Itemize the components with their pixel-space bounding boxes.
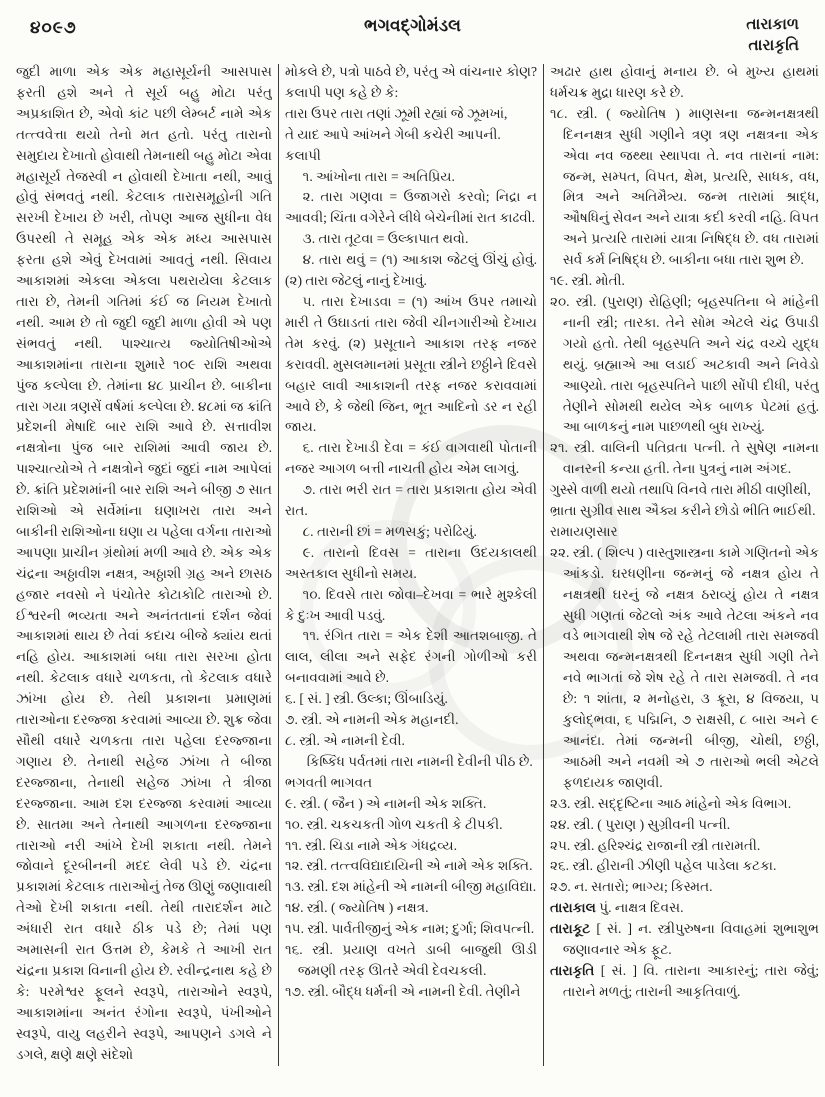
- running-headword-last: તારાકૃતિ: [748, 37, 799, 54]
- block-text: રામાયણસાર: [550, 523, 618, 539]
- column-divider-1: [278, 64, 279, 1066]
- text-block: [285, 62, 537, 104]
- block-text: ૨૦. સ્ત્રી. (પુરાણ) રોહિણી; બૃહસ્પતિના બે માંહેની નાની સ્ત્રી; તારકા. તેને સોમ એટલે ચંદ્ર ઉપાડી ગયો હતો. તેથી બૃહસ્પતિ અને ચંદ્ર વચ્ચે યુદ્ધ થયું. બ્રહ્માએ આ લડાઈ અટકાવી અને નિવેડો આણ્યો. તારા બૃહસ્પતિને પાછી સોંપી દીધી, પરંતુ તેણીને સોમથી થયેલ એક બાળક પેટમાં હતું. આ બાળકનું નામ પાછળથી બુધ રાખ્યું.: [550, 293, 819, 435]
- block-text: ગુસ્સે વાળી થયો તથાપિ વિનવે તારા મીઠી વાણીથી,: [550, 482, 811, 498]
- block-text: ૫. તારા દેખાડવા = (૧) આંખ ઉપર તમાચો મારી તે ઉઘાડતાં તારા જેવી ચીનગારીઓ દેખાય તેમ કરવું. (૨) પ્રસૂતાને આકાશ તરફ નજર કરાવવી. મુસલમાનમાં પ્રસૂતા સ્ત્રીને છઠ્ઠીને દિવસે બહાર લાવી આકાશની તરફ નજર કરાવવામાં આવે છે, કે જેથી જિન, ભૂત આદિનો ડર ન રહી જાય.: [285, 293, 537, 435]
- block-text: તે યાદ આપે આંખને ગેબી કચેરી આપની.: [285, 126, 501, 142]
- text-block: [550, 898, 819, 919]
- block-text: ૧૨. સ્ત્રી. તત્ત્વવિદ્યાદાયિની એ નામે એક શક્તિ.: [285, 858, 533, 874]
- text-block: [285, 187, 537, 229]
- running-headwords: [746, 14, 799, 56]
- block-text: ૮. તારાની છાં = મળસકું; પરોઢિયું.: [302, 523, 477, 539]
- book-title: ભગવદ્ગોમંડલ: [364, 16, 461, 35]
- text-block: [285, 292, 537, 438]
- running-headword-first: તારાકાળ: [746, 16, 799, 33]
- text-block: [550, 501, 819, 522]
- block-text: ૧. આંખોના તારા = અતિપ્રિય.: [302, 168, 455, 184]
- text-block: [285, 877, 537, 898]
- text-block: [285, 522, 537, 543]
- text-block: [285, 480, 537, 522]
- text-block: [285, 731, 537, 752]
- text-block: [285, 125, 537, 146]
- block-text: ૯. સ્ત્રી. ( જૈન ) એ નામની એક શક્તિ.: [285, 795, 487, 811]
- text-block: [285, 689, 537, 710]
- entry-headword: તારાકૃતિ: [550, 962, 595, 978]
- text-block: [285, 940, 537, 982]
- text-block: [550, 292, 819, 438]
- block-text: ૨૭. ન. સતારો; ભાગ્ય; કિસ્મત.: [550, 879, 713, 895]
- text-block: [285, 626, 537, 689]
- text-block: [285, 438, 537, 480]
- text-block: [285, 919, 537, 940]
- text-block: [550, 62, 819, 104]
- entry-headword: તારાકૂટ: [550, 921, 591, 937]
- block-text: ૧૫. સ્ત્રી. પાર્વતીજીનું એક નામ; દુર્ગા; શિવપત્ની.: [285, 921, 535, 937]
- text-block: [550, 919, 819, 961]
- text-block: [285, 104, 537, 125]
- block-text: કિષ્કિંધ પર્વતમાં તારા નામની દેવીની પીઠ છે.: [306, 753, 533, 769]
- text-block: [285, 898, 537, 919]
- block-text: ૧૦. દિવસે તારા જોવા–દેખવા = ભારે મુશ્કેલી કે દુઃખ આવી પડવું.: [285, 586, 537, 623]
- text-block: [550, 794, 819, 815]
- text-columns: [16, 62, 819, 1074]
- block-text: ૧૩. સ્ત્રી. દશ માંહેની એ નામની બીજી મહાવિદ્યા.: [285, 879, 537, 895]
- text-block: [550, 877, 819, 898]
- text-block: [550, 836, 819, 857]
- block-text: [ સં. ] વિ. તારાના આકારનું; તારા જેવું; તારાને મળતું; તારાની આકૃતિવાળું.: [562, 962, 819, 999]
- block-text: ૨૧. સ્ત્રી. વાલિની પતિવ્રતા પત્ની. તે સુષેણ નામના વાનરની કન્યા હતી. તેના પુત્રનું નામ અંગદ.: [550, 440, 819, 477]
- block-text: ૧૪. સ્ત્રી. ( જ્યોતિષ ) નક્ષત્ર.: [285, 900, 429, 916]
- running-head: [0, 12, 825, 64]
- block-text: પું. નાક્ષત્ર દિવસ.: [595, 900, 684, 916]
- column-3: [550, 62, 819, 1074]
- block-text: મોકલે છે, પત્રો પાઠવે છે, પરંતુ એ વાંચનાર કોણ? કલાપી પણ કહે છે કે:: [285, 64, 537, 100]
- text-block: [285, 856, 537, 877]
- text-block: [550, 271, 819, 292]
- block-text: ૧૧. રંગિત તારા = એક દેશી આતશબાજી. તે લાલ, લીલા અને સફેદ રંગની ગોળીઓ કરી બનાવવામાં આવે છે.: [285, 628, 537, 686]
- block-text: ૬. [ સં. ] સ્ત્રી. ઉલ્કા; ઊંબાડિયું.: [285, 691, 448, 707]
- block-text: ૨. તારા ગણવા = ઉજાગરો કરવો; નિદ્રા ન આવવી; ચિંતા વગેરેને લીધે બેચેનીમાં રાત કાઢવી.: [285, 189, 537, 226]
- block-text: ૧૮. સ્ત્રી. ( જ્યોતિષ ) માણસના જન્મનક્ષત્રથી દિનનક્ષત્ર સુધી ગણીને ત્રણ ત્રણ નક્ષત્રના એક એવા નવ જથ્થા સ્થાપવા તે. નવ તારાનાં નામ: જન્મ, સમ્પત, વિપત, ક્ષેમ, પ્રત્યરિ, સાધક, વધ, મિત્ર અને અતિમૈત્ર્ય. જન્મ તારામાં શ્રાદ્ધ, ઔષધિનું સેવન અને યાત્રા કદી કરવી નહિ. વિપત અને પ્રત્યરિ તારામાં યાત્રા નિષિદ્ધ છે. વધ તારામાં સર્વ કર્મ નિષિદ્ધ છે. બાકીના બધા તારા શુભ છે.: [550, 105, 819, 268]
- block-text: ૧૯. સ્ત્રી. મોતી.: [550, 273, 625, 289]
- block-text: ૬. તારા દેખાડી દેવા = કંઈ વાગવાથી પોતાની નજર આગળ બત્તી નાચતી હોય એમ લાગવું.: [285, 440, 537, 477]
- block-text: ૮. સ્ત્રી. એ નામની દેવી.: [285, 733, 405, 748]
- block-text: તારા ઉપર તારા તણાં ઝૂમી રહ્યાં જે ઝૂમખાં,: [285, 105, 508, 121]
- block-text: ૩. તારા તૂટવા = ઉલ્કાપાત થવો.: [302, 231, 469, 247]
- page-number: ૪૦૯૭: [30, 18, 77, 37]
- text-block: [550, 543, 819, 794]
- block-text: ભ્રાતા સુગ્રીવ સાથ ઐક્ય કરીને છોડો ભીતિ ભાઈથી.: [550, 503, 816, 519]
- block-text: ૯. તારાનો દિવસ = તારાના ઉદયકાલથી અસ્તકાલ સુધીનો સમય.: [285, 544, 537, 581]
- text-block: [285, 815, 537, 836]
- text-block: [285, 146, 537, 167]
- column-1: [16, 62, 272, 1074]
- block-text: ૧૭. સ્ત્રી. બૌદ્ધ ધર્મની એ નામની દેવી. તેણીને: [285, 983, 521, 999]
- text-block: [285, 543, 537, 585]
- text-block: [285, 794, 537, 815]
- text-block: [285, 836, 537, 857]
- text-block: [550, 438, 819, 480]
- text-block: [285, 250, 537, 292]
- block-text: [ સં. ] ન. સ્ત્રીપુરુષના વિવાહમાં શુભાશુભ જણાવનાર એક ફૂટ.: [562, 921, 819, 958]
- block-text: જુદી માળા એક એક મહાસૂર્યની આસપાસ ફરતી હશે અને તે સૂર્ય બહુ મોટા પરંતુ અપ્રકાશિત છે, એવો કાંટ પછી લેમ્બર્ટ નામે એક તત્ત્વવેત્તા થયો તેનો મત હતો. પરંતુ તારાનો સમુદાય દેખાતો હોવાથી તેમનાથી બહુ મોટા એવા મહાસૂર્ય તેજસ્વી ન હોવાથી દેખાતા નથી, આવું હોવું સંભવતું નથી. કેટલાક તારાસમૂહોની ગતિ સરખી દેખાય છે ખરી, તોપણ આજ સુધીના વેધ ઉપરથી તે સમૂહ એક એક મધ્ય આસપાસ ફરતા હશે એવું દેખવામાં આવતું નથી. સિવાય આકાશમાં એકલા એકલા પથરાયેલા કેટલાક તારા છે, તેમની ગતિમાં કંઈ જ નિયમ દેખાતો નથી. આમ છે તો જુદી જુદી માળા હોવી એ પણ સંભવતું નથી. પાશ્ચાત્ય જ્યોતિષીઓએ આકાશમાંના તારાના શુમારે ૧૦૯ રાશિ અથવા પુંજ કલ્પેલા છે. તેમાંના ૪૮ પ્રાચીન છે. બાકીના તારા ગયા ત્રણસેં વર્ષમાં કલ્પેલા છે. ૪૮માં જ ક્રાંતિ પ્રદેશની મેષાદિ બાર રાશિ આવે છે. સત્તાવીશ નક્ષત્રોના પુંજ બાર રાશિમાં આવી જાય છે. પાશ્ચાત્યોએ તે નક્ષત્રોને જુદાં જુદાં નામ આપેલાં છે. ક્રાંતિ પ્રદેશમાંની બાર રાશિ અને બીજી ૭ સાત રાશિઓ એ સર્વેમાંના ઘણાખરા તારા અને બાકીની રાશિઓના ઘણા ય પહેલા વર્ગના તારાઓ આપણા પ્રાચીન ગ્રંથોમાં મળી આવે છે. એક એક ચંદ્રના અઠ્ઠાવીશ નક્ષત્ર, અઠ્ઠાશી ગ્રહ અને છાસઠ હજાર નવસો ને પંચોતેર કોટાકોટિ તારાઓ છે. ઈશ્વરની ભવ્યતા અને અનંતતાનાં દર્શન જેવાં આકાશમાં થાય છે તેવાં કદાચ બીજે ક્યાંય થતાં નહિ હોય. આકાશમાં બધા તારા સરખા હોતા નથી. કેટલાક વધારે ચળકતા, તો કેટલાક વધારે ઝાંખા હોય છે. તેથી પ્રકાશના પ્રમાણમાં તારાઓના દરજ્જા કરવામાં આવ્યા છે. શુક્ર જેવા સૌથી વધારે ચળકતા તારા પહેલા દરજ્જાના ગણાય છે. તેનાથી સહેજ ઝાંખા તે બીજા દરજ્જાના, તેનાથી સહેજ ઝાંખા તે ત્રીજા દરજ્જાના. આમ દશ દરજ્જા કરવામાં આવ્યા છે. સાતમા અને તેનાથી આગળના દરજ્જાના તારાઓ નરી આંખે દેખી શકાતા નથી. તેમને જોવાને દૂરબીનની મદદ લેવી પડે છે. ચંદ્રના પ્રકાશમાં કેટલાક તારાઓનું તેજ ઊણું જણાવાથી તેઓ દેખી શકાતા નથી. તેથી તારાદર્શન માટે અંધારી રાત વધારે ઠીક પડે છે; તેમાં પણ અમાસની રાત ઉત્તમ છે, કેમકે તે આખી રાત ચંદ્રના પ્રકાશ વિનાની હોય છે. રવીન્દ્રનાથ કહે છે કે: પરમેશ્વર ફૂલને સ્વરૂપે, તારાઓને સ્વરૂપે, આકાશમાંના અનંત રંગોના સ્વરૂપે, પંખીઓને સ્વરૂપે, વાયુ લહરીને સ્વરૂપે, આપણને ડગલે ને ડગલે, ક્ષણે ક્ષણે સંદેશો: [16, 64, 272, 1062]
- block-text: ભગવતી ભાગવત: [285, 774, 373, 790]
- text-block: [285, 773, 537, 794]
- column-2: [285, 62, 537, 1074]
- text-block: [550, 815, 819, 836]
- text-block: [285, 585, 537, 627]
- text-block: [550, 856, 819, 877]
- text-block: [550, 522, 819, 543]
- text-block: [285, 752, 537, 773]
- block-text: ૨૫. સ્ત્રી. હરિશ્ચંદ્ર રાજાની સ્ત્રી તારામતી.: [550, 837, 761, 853]
- block-text: ૧૦. સ્ત્રી. ચકચકતી ગોળ ચકતી કે ટીપકી.: [285, 816, 503, 832]
- entry-headword: તારાકાલ: [550, 900, 596, 916]
- block-text: ૨૬. સ્ત્રી. હીરાની ઝીણી પહેલ પાડેલા કટકા.: [550, 858, 777, 874]
- block-text: ૭. સ્ત્રી. એ નામની એક મહાનદી.: [285, 712, 459, 728]
- text-block: [285, 229, 537, 250]
- block-text: ૨૨. સ્ત્રી. ( શિલ્પ ) વાસ્તુશાસ્ત્રના કામે ગણિતનો એક આંકડો. ઘરધણીના જન્મનું જે નક્ષત્ર હોય તે નક્ષત્રથી ઘરનું જે નક્ષત્ર ઠરાવ્યું હોય તે નક્ષત્ર સુધી ગણતાં જેટલો અંક આવે તેટલા અંકને નવ વડે ભાગવાથી શેષ જે રહે તેટલામી તારા સમજવી અથવા જન્મનક્ષત્રથી દિનનક્ષત્ર સુધી ગણી તેને નવે ભાગતાં જે શેષ રહે તે તારા સમજવી. તે નવ છે: ૧ શાંતા, ૨ મનોહરા, ૩ ક્રૂરા, ૪ વિજયા, ૫ કુલોદ્ભવા, ૬ પદ્મિનિ, ૭ રાક્ષસી, ૮ બારા અને ૯ આનંદા. તેમાં જન્મની બીજી, ચોથી, છઠ્ઠી, આઠમી અને નવમી એ ૭ તારાઓ ભલી એટલે ફળદાયક જાણવી.: [550, 544, 819, 790]
- block-text: ૪. તારા થવું = (૧) આકાશ જેટલું ઊંચું હોવું. (૨) તારા જેટલું નાનું દેખાવું.: [285, 252, 537, 289]
- block-text: ૧૧. સ્ત્રી. ચિડા નામે એક ગંધદ્રવ્ય.: [285, 837, 457, 853]
- column-divider-2: [543, 64, 544, 1066]
- block-text: ૧૬. સ્ત્રી. પ્રયાણ વખતે ડાબી બાજુથી ઊડી જમણી તરફ ઊતરે એવી દેવચકલી.: [285, 942, 537, 978]
- text-block: [285, 167, 537, 188]
- text-block: [550, 104, 819, 271]
- block-text: ૭. તારા ભરી રાત = તારા પ્રકાશતા હોય એવી રાત.: [285, 482, 537, 519]
- text-block: [550, 480, 819, 501]
- block-text: ૨૩. સ્ત્રી. સદ્દૃષ્ટિના આઠ માંહેનો એક વિભાગ.: [550, 795, 792, 811]
- block-text: ૨૪. સ્ત્રી. ( પુરાણ ) સુગ્રીવની પત્ની.: [550, 816, 731, 832]
- text-block: [16, 62, 272, 1066]
- block-text: અઢાર હાથ હોવાનું મનાય છે. બે મુખ્ય હાથમાં ધર્મચક્ર મુદ્રા ધારણ કરે છે.: [550, 64, 819, 100]
- block-text: કલાપી: [285, 147, 321, 163]
- text-block: [550, 961, 819, 1003]
- text-block: [285, 982, 537, 1003]
- text-block: [285, 710, 537, 731]
